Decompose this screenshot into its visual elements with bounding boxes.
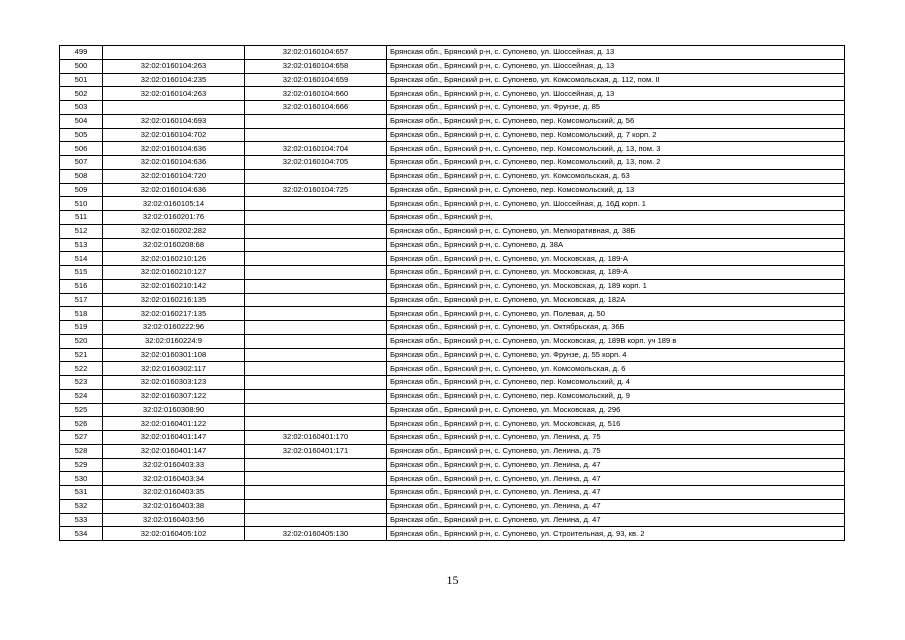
table-row	[60, 197, 845, 211]
table-row	[60, 376, 845, 390]
parcel-cadastral-number-cell	[103, 46, 245, 60]
object-cadastral-number-cell	[245, 472, 387, 486]
address-cell: Брянская обл., Брянский р-н, с. Супонево, пер. Комсомольский, д. 13, пом. 3	[387, 142, 845, 156]
parcel-cadastral-number-cell: 32:02:0160210:127	[103, 266, 245, 280]
row-number-cell: 513	[60, 238, 103, 252]
table-row	[60, 486, 845, 500]
address-cell: Брянская обл., Брянский р-н, с. Супонево, д. 38А	[387, 238, 845, 252]
address-cell: Брянская обл., Брянский р-н, с. Супонево, ул. Октябрьская, д. 36Б	[387, 321, 845, 335]
object-cadastral-number-cell	[245, 238, 387, 252]
row-number-cell: 521	[60, 348, 103, 362]
object-cadastral-number-cell	[245, 486, 387, 500]
object-cadastral-number-cell	[245, 169, 387, 183]
object-cadastral-number-cell	[245, 321, 387, 335]
parcel-cadastral-number-cell: 32:02:0160401:147	[103, 444, 245, 458]
address-cell: Брянская обл., Брянский р-н, с. Супонево, ул. Московская, д. 189В корп. уч 189 в	[387, 334, 845, 348]
address-cell: Брянская обл., Брянский р-н, с. Супонево, ул. Московская, д. 189 корп. 1	[387, 279, 845, 293]
table-row	[60, 156, 845, 170]
row-number-cell: 514	[60, 252, 103, 266]
row-number-cell: 529	[60, 458, 103, 472]
object-cadastral-number-cell	[245, 307, 387, 321]
parcel-cadastral-number-cell: 32:02:0160104:636	[103, 156, 245, 170]
parcel-cadastral-number-cell: 32:02:0160210:142	[103, 279, 245, 293]
address-cell: Брянская обл., Брянский р-н, с. Супонево, пер. Комсомольский, д. 13	[387, 183, 845, 197]
table-row	[60, 389, 845, 403]
parcel-cadastral-number-cell: 32:02:0160307:122	[103, 389, 245, 403]
table-row	[60, 472, 845, 486]
row-number-cell: 527	[60, 431, 103, 445]
parcel-cadastral-number-cell: 32:02:0160104:235	[103, 73, 245, 87]
address-cell: Брянская обл., Брянский р-н, с. Супонево, ул. Строительная, д. 93, кв. 2	[387, 527, 845, 541]
row-number-cell: 530	[60, 472, 103, 486]
object-cadastral-number-cell: 32:02:0160401:170	[245, 431, 387, 445]
row-number-cell: 506	[60, 142, 103, 156]
table-row	[60, 211, 845, 225]
parcel-cadastral-number-cell: 32:02:0160104:702	[103, 128, 245, 142]
table-row	[60, 114, 845, 128]
table-row	[60, 334, 845, 348]
table-row	[60, 348, 845, 362]
row-number-cell: 503	[60, 101, 103, 115]
row-number-cell: 515	[60, 266, 103, 280]
parcel-cadastral-number-cell: 32:02:0160208:68	[103, 238, 245, 252]
object-cadastral-number-cell: 32:02:0160401:171	[245, 444, 387, 458]
row-number-cell: 526	[60, 417, 103, 431]
table-row	[60, 59, 845, 73]
address-cell: Брянская обл., Брянский р-н, с. Супонево, пер. Комсомольский, д. 13, пом. 2	[387, 156, 845, 170]
parcel-cadastral-number-cell: 32:02:0160301:108	[103, 348, 245, 362]
table-row	[60, 458, 845, 472]
row-number-cell: 501	[60, 73, 103, 87]
address-cell: Брянская обл., Брянский р-н, с. Супонево, ул. Мелиоративная, д. 38Б	[387, 224, 845, 238]
table-row	[60, 87, 845, 101]
object-cadastral-number-cell	[245, 376, 387, 390]
object-cadastral-number-cell	[245, 128, 387, 142]
table-row	[60, 431, 845, 445]
row-number-cell: 522	[60, 362, 103, 376]
address-cell: Брянская обл., Брянский р-н, с. Супонево, ул. Московская, д. 516	[387, 417, 845, 431]
object-cadastral-number-cell	[245, 348, 387, 362]
parcel-cadastral-number-cell: 32:02:0160201:76	[103, 211, 245, 225]
address-cell: Брянская обл., Брянский р-н,	[387, 211, 845, 225]
parcel-cadastral-number-cell: 32:02:0160217:135	[103, 307, 245, 321]
row-number-cell: 510	[60, 197, 103, 211]
object-cadastral-number-cell	[245, 334, 387, 348]
object-cadastral-number-cell	[245, 513, 387, 527]
address-cell: Брянская обл., Брянский р-н, с. Супонево, ул. Ленина, д. 47	[387, 486, 845, 500]
object-cadastral-number-cell	[245, 279, 387, 293]
table-row	[60, 142, 845, 156]
object-cadastral-number-cell	[245, 224, 387, 238]
object-cadastral-number-cell: 32:02:0160104:704	[245, 142, 387, 156]
object-cadastral-number-cell	[245, 403, 387, 417]
parcel-cadastral-number-cell: 32:02:0160403:33	[103, 458, 245, 472]
object-cadastral-number-cell	[245, 266, 387, 280]
table-row	[60, 73, 845, 87]
table-row	[60, 403, 845, 417]
row-number-cell: 532	[60, 499, 103, 513]
table-row	[60, 499, 845, 513]
row-number-cell: 505	[60, 128, 103, 142]
object-cadastral-number-cell	[245, 499, 387, 513]
table-row	[60, 417, 845, 431]
parcel-cadastral-number-cell: 32:02:0160104:263	[103, 59, 245, 73]
address-cell: Брянская обл., Брянский р-н, с. Супонево, пер. Комсомольский, д. 56	[387, 114, 845, 128]
parcel-cadastral-number-cell: 32:02:0160405:102	[103, 527, 245, 541]
object-cadastral-number-cell: 32:02:0160104:658	[245, 59, 387, 73]
address-cell: Брянская обл., Брянский р-н, с. Супонево, ул. Комсомольская, д. 112, пом. II	[387, 73, 845, 87]
row-number-cell: 504	[60, 114, 103, 128]
table-row	[60, 293, 845, 307]
table-row	[60, 183, 845, 197]
row-number-cell: 534	[60, 527, 103, 541]
row-number-cell: 525	[60, 403, 103, 417]
parcel-cadastral-number-cell: 32:02:0160302:117	[103, 362, 245, 376]
parcel-cadastral-number-cell: 32:02:0160401:147	[103, 431, 245, 445]
address-cell: Брянская обл., Брянский р-н, с. Супонево, ул. Комсомольская, д. 63	[387, 169, 845, 183]
row-number-cell: 518	[60, 307, 103, 321]
parcel-cadastral-number-cell: 32:02:0160403:34	[103, 472, 245, 486]
object-cadastral-number-cell: 32:02:0160405:130	[245, 527, 387, 541]
row-number-cell: 512	[60, 224, 103, 238]
parcel-cadastral-number-cell: 32:02:0160403:38	[103, 499, 245, 513]
table-row	[60, 224, 845, 238]
address-cell: Брянская обл., Брянский р-н, с. Супонево, ул. Ленина, д. 47	[387, 472, 845, 486]
table-row	[60, 444, 845, 458]
object-cadastral-number-cell	[245, 362, 387, 376]
object-cadastral-number-cell	[245, 458, 387, 472]
address-cell: Брянская обл., Брянский р-н, с. Супонево, пер. Комсомольский, д. 4	[387, 376, 845, 390]
row-number-cell: 523	[60, 376, 103, 390]
row-number-cell: 508	[60, 169, 103, 183]
table-row	[60, 238, 845, 252]
parcel-cadastral-number-cell: 32:02:0160308:90	[103, 403, 245, 417]
parcel-cadastral-number-cell: 32:02:0160224:9	[103, 334, 245, 348]
object-cadastral-number-cell: 32:02:0160104:666	[245, 101, 387, 115]
row-number-cell: 516	[60, 279, 103, 293]
parcel-cadastral-number-cell: 32:02:0160104:720	[103, 169, 245, 183]
address-cell: Брянская обл., Брянский р-н, с. Супонево, ул. Фрунзе, д. 85	[387, 101, 845, 115]
table-row	[60, 266, 845, 280]
object-cadastral-number-cell	[245, 114, 387, 128]
row-number-cell: 520	[60, 334, 103, 348]
table-row	[60, 279, 845, 293]
address-cell: Брянская обл., Брянский р-н, с. Супонево, ул. Ленина, д. 75	[387, 431, 845, 445]
row-number-cell: 502	[60, 87, 103, 101]
address-cell: Брянская обл., Брянский р-н, с. Супонево, ул. Ленина, д. 47	[387, 513, 845, 527]
table-row	[60, 362, 845, 376]
row-number-cell: 507	[60, 156, 103, 170]
parcel-cadastral-number-cell: 32:02:0160401:122	[103, 417, 245, 431]
address-cell: Брянская обл., Брянский р-н, с. Супонево, ул. Ленина, д. 47	[387, 458, 845, 472]
table-row	[60, 252, 845, 266]
object-cadastral-number-cell: 32:02:0160104:725	[245, 183, 387, 197]
table-row	[60, 321, 845, 335]
table-row	[60, 513, 845, 527]
parcel-cadastral-number-cell: 32:02:0160202:282	[103, 224, 245, 238]
parcel-cadastral-number-cell: 32:02:0160104:693	[103, 114, 245, 128]
registry-table-body	[60, 46, 845, 541]
parcel-cadastral-number-cell: 32:02:0160210:126	[103, 252, 245, 266]
address-cell: Брянская обл., Брянский р-н, с. Супонево, ул. Московская, д. 189-А	[387, 266, 845, 280]
address-cell: Брянская обл., Брянский р-н, с. Супонево, ул. Московская, д. 182А	[387, 293, 845, 307]
table-row	[60, 128, 845, 142]
object-cadastral-number-cell	[245, 211, 387, 225]
row-number-cell: 511	[60, 211, 103, 225]
address-cell: Брянская обл., Брянский р-н, с. Супонево, ул. Полевая, д. 50	[387, 307, 845, 321]
object-cadastral-number-cell: 32:02:0160104:705	[245, 156, 387, 170]
address-cell: Брянская обл., Брянский р-н, с. Супонево, ул. Ленина, д. 47	[387, 499, 845, 513]
parcel-cadastral-number-cell: 32:02:0160303:123	[103, 376, 245, 390]
address-cell: Брянская обл., Брянский р-н, с. Супонево, ул. Шоссейная, д. 16Д корп. 1	[387, 197, 845, 211]
row-number-cell: 531	[60, 486, 103, 500]
table-row	[60, 307, 845, 321]
object-cadastral-number-cell: 32:02:0160104:660	[245, 87, 387, 101]
address-cell: Брянская обл., Брянский р-н, с. Супонево, ул. Шоссейная, д. 13	[387, 59, 845, 73]
address-cell: Брянская обл., Брянский р-н, с. Супонево, ул. Шоссейная, д. 13	[387, 87, 845, 101]
address-cell: Брянская обл., Брянский р-н, с. Супонево, ул. Московская, д. 296	[387, 403, 845, 417]
object-cadastral-number-cell	[245, 293, 387, 307]
row-number-cell: 499	[60, 46, 103, 60]
parcel-cadastral-number-cell	[103, 101, 245, 115]
parcel-cadastral-number-cell: 32:02:0160104:636	[103, 183, 245, 197]
parcel-cadastral-number-cell: 32:02:0160104:636	[103, 142, 245, 156]
object-cadastral-number-cell: 32:02:0160104:657	[245, 46, 387, 60]
object-cadastral-number-cell	[245, 417, 387, 431]
address-cell: Брянская обл., Брянский р-н, с. Супонево, ул. Комсомольская, д. 6	[387, 362, 845, 376]
property-registry-table	[59, 45, 845, 541]
table-row	[60, 46, 845, 60]
row-number-cell: 528	[60, 444, 103, 458]
address-cell: Брянская обл., Брянский р-н, с. Супонево, ул. Фрунзе, д. 55 корп. 4	[387, 348, 845, 362]
object-cadastral-number-cell: 32:02:0160104:659	[245, 73, 387, 87]
parcel-cadastral-number-cell: 32:02:0160403:35	[103, 486, 245, 500]
table-row	[60, 101, 845, 115]
parcel-cadastral-number-cell: 32:02:0160403:56	[103, 513, 245, 527]
row-number-cell: 500	[60, 59, 103, 73]
address-cell: Брянская обл., Брянский р-н, с. Супонево, ул. Московская, д. 189-А	[387, 252, 845, 266]
table-row	[60, 527, 845, 541]
address-cell: Брянская обл., Брянский р-н, с. Супонево, пер. Комсомольский, д. 9	[387, 389, 845, 403]
parcel-cadastral-number-cell: 32:02:0160222:96	[103, 321, 245, 335]
row-number-cell: 517	[60, 293, 103, 307]
parcel-cadastral-number-cell: 32:02:0160216:135	[103, 293, 245, 307]
object-cadastral-number-cell	[245, 252, 387, 266]
object-cadastral-number-cell	[245, 389, 387, 403]
parcel-cadastral-number-cell: 32:02:0160104:263	[103, 87, 245, 101]
row-number-cell: 524	[60, 389, 103, 403]
row-number-cell: 509	[60, 183, 103, 197]
object-cadastral-number-cell	[245, 197, 387, 211]
parcel-cadastral-number-cell: 32:02:0160105:14	[103, 197, 245, 211]
address-cell: Брянская обл., Брянский р-н, с. Супонево, ул. Ленина, д. 75	[387, 444, 845, 458]
table-row	[60, 169, 845, 183]
row-number-cell: 533	[60, 513, 103, 527]
address-cell: Брянская обл., Брянский р-н, с. Супонево, пер. Комсомольский, д. 7 корп. 2	[387, 128, 845, 142]
address-cell: Брянская обл., Брянский р-н, с. Супонево, ул. Шоссейная, д. 13	[387, 46, 845, 60]
row-number-cell: 519	[60, 321, 103, 335]
page-number: 15	[446, 573, 459, 587]
